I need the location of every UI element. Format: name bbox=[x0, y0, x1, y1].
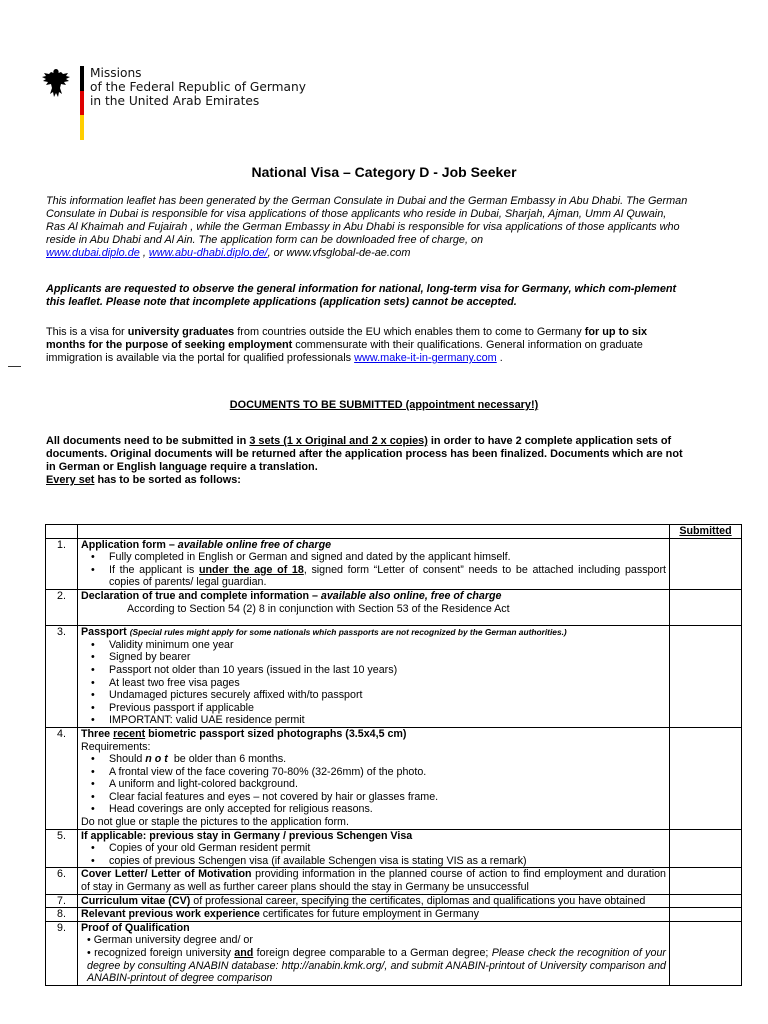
table-row bbox=[46, 868, 742, 894]
table-row bbox=[46, 921, 742, 985]
submitted-checkbox-cell[interactable] bbox=[670, 538, 742, 589]
item-text: • recognized foreign university bbox=[87, 947, 235, 959]
item-text: Should bbox=[109, 753, 146, 766]
list-item: • Clear facial features and eyes – not covered by hair or glasses frame. bbox=[89, 791, 666, 804]
item-bold: and bbox=[234, 947, 254, 959]
list-item: • A frontal view of the face covering 70-80% (32-26mm) of the photo. bbox=[89, 766, 666, 779]
row-content bbox=[78, 727, 670, 829]
header-desc-cell bbox=[78, 525, 670, 539]
table-row bbox=[46, 589, 742, 625]
row-title bbox=[81, 539, 666, 552]
item-text: foreign degree comparable to a German degree; bbox=[253, 947, 492, 959]
list-item: • Previous passport if applicable bbox=[89, 702, 666, 715]
mission-line-1: Missions bbox=[90, 66, 142, 80]
row-number: 5. bbox=[46, 829, 78, 868]
row-tail: Do not glue or staple the pictures to the application form. bbox=[81, 816, 349, 829]
item-emphasis: not bbox=[145, 753, 171, 766]
purpose-paragraph bbox=[46, 326, 688, 365]
title-italic: available also online, free of charge bbox=[320, 589, 502, 602]
title-italic: available online free of charge bbox=[177, 538, 332, 551]
title-text: Curriculum vitae (CV) bbox=[81, 894, 191, 907]
submitted-checkbox-cell[interactable] bbox=[670, 589, 742, 625]
table-row bbox=[46, 829, 742, 868]
mission-line-3: in the United Arab Emirates bbox=[90, 94, 260, 108]
submitted-checkbox-cell[interactable] bbox=[670, 829, 742, 868]
page-title: National Visa – Category D - Job Seeker bbox=[251, 164, 517, 180]
list-item bbox=[89, 753, 666, 766]
purpose-t4: . bbox=[496, 352, 503, 364]
intro-sep: , bbox=[139, 247, 149, 259]
row-number: 9. bbox=[46, 921, 78, 985]
row-content bbox=[78, 908, 670, 922]
bullet-list bbox=[81, 753, 666, 816]
bullet-list bbox=[81, 842, 666, 867]
item-italic: Please check the recognition of your degree by consulting ANABIN database: http://anabin.kmk.org/, and submit ANABIN-printout of University comparison and ANABIN-printout of degree comparison bbox=[87, 947, 666, 985]
documents-intro bbox=[46, 435, 688, 487]
docs-t1: All documents need to be submitted in bbox=[46, 435, 250, 447]
title-text: Cover Letter/ Letter of Motivation bbox=[81, 868, 252, 881]
row-number: 7. bbox=[46, 894, 78, 908]
table-row bbox=[46, 727, 742, 829]
list-item: • Undamaged pictures securely affixed with/to passport bbox=[89, 689, 666, 702]
table-row bbox=[46, 908, 742, 922]
item-text: , signed form “Letter of consent” needs to be attached including passport copies of parents/ legal guardian. bbox=[109, 563, 666, 589]
list-item: • IMPORTANT: valid UAE residence permit bbox=[89, 714, 666, 727]
submitted-checkbox-cell[interactable] bbox=[670, 868, 742, 894]
submitted-checkbox-cell[interactable] bbox=[670, 894, 742, 908]
row-content bbox=[78, 921, 670, 985]
title-text: Passport bbox=[81, 626, 127, 639]
row-title: Proof of Qualification bbox=[81, 921, 190, 934]
table-row bbox=[46, 538, 742, 589]
row-text: of professional career, specifying the certificates, diplomas and qualifications you have obtained bbox=[190, 894, 646, 907]
purpose-t2: from countries outside the EU which enables them to come to Germany bbox=[234, 326, 585, 338]
table-row bbox=[46, 894, 742, 908]
list-item bbox=[89, 564, 666, 589]
row-line: According to Section 54 (2) 8 in conjunction with Section 53 of the Residence Act bbox=[127, 602, 510, 615]
mission-line-2: of the Federal Republic of Germany bbox=[90, 80, 306, 94]
mission-name bbox=[90, 66, 306, 108]
docs-u1: 3 sets (1 x Original and 2 x copies) bbox=[249, 435, 428, 447]
intro-paragraph bbox=[46, 195, 688, 260]
requirements-label: Requirements: bbox=[81, 740, 151, 753]
row-title: If applicable: previous stay in Germany / previous Schengen Visa bbox=[81, 829, 413, 842]
row-title bbox=[81, 590, 666, 603]
title-text: Application form – bbox=[81, 538, 178, 551]
notice-paragraph: Applicants are requested to observe the general information for national, long-term visa for Germany, which com-plement this leaflet. Please note that incomplete applications (application sets) cannot be accepted. bbox=[46, 283, 677, 308]
row-title bbox=[81, 626, 666, 639]
documents-heading: DOCUMENTS TO BE SUBMITTED (appointment necessary!) bbox=[229, 399, 539, 411]
list-item: • Copies of your old German resident permit bbox=[89, 842, 666, 855]
row-content bbox=[78, 868, 670, 894]
intro-tail: , or www.vfsglobal-de-ae.com bbox=[267, 247, 411, 259]
row-text: providing information in the planned course of action to find employment and duration of stay in Germany as well as further career plans should the stay in Germany be unsuccessful bbox=[81, 868, 666, 894]
table-header-row bbox=[46, 525, 742, 539]
item-bold: under the age of 18 bbox=[199, 563, 304, 576]
title-text: Declaration of true and complete information – bbox=[81, 589, 321, 602]
bullet-list bbox=[81, 551, 666, 589]
item-text: be older than 6 months. bbox=[170, 753, 287, 766]
row-number: 1. bbox=[46, 538, 78, 589]
list-item: • Passport not older than 10 years (issued in the last 10 years) bbox=[89, 664, 666, 677]
docs-t3: has to be sorted as follows: bbox=[94, 474, 241, 486]
list-item: • At least two free visa pages bbox=[89, 677, 666, 690]
table-row bbox=[46, 626, 742, 728]
list-item: • Fully completed in English or German and signed and dated by the applicant himself. bbox=[89, 551, 666, 564]
dubai-diplo-link[interactable]: www.dubai.diplo.de bbox=[46, 247, 140, 259]
row-number: 2. bbox=[46, 589, 78, 625]
submitted-checkbox-cell[interactable] bbox=[670, 908, 742, 922]
docs-u2: Every set bbox=[46, 474, 95, 486]
row-text: certificates for future employment in Germany bbox=[259, 908, 479, 921]
purpose-b1: university graduates bbox=[127, 326, 235, 338]
list-item: • Validity minimum one year bbox=[89, 639, 666, 652]
margin-mark bbox=[8, 366, 21, 367]
intro-text: This information leaflet has been generated by the German Consulate in Dubai and the German Embassy in Abu Dhabi. The German Consulate in Dubai is responsible for visa applications of those applicants who reside in Dubai, Sharjah, Ajman, Umm Al Quwain, Ras Al Khaimah and Fujairah , while the German Embassy in Abu Dhabi is responsible for visa applications of those applicants who reside in Abu Dhabi and Al Ain. The application form can be downloaded free of charge, on bbox=[46, 195, 688, 246]
submitted-checkbox-cell[interactable] bbox=[670, 727, 742, 829]
row-number: 3. bbox=[46, 626, 78, 728]
federal-eagle-icon bbox=[40, 66, 72, 100]
item-text: If the applicant is bbox=[109, 563, 199, 576]
row-title bbox=[81, 728, 666, 741]
row-content bbox=[78, 626, 670, 728]
qualification-line: • German university degree and/ or bbox=[87, 934, 253, 947]
abu-dhabi-diplo-link[interactable]: www.abu-dhabi.diplo.de/ bbox=[148, 247, 268, 259]
list-item: • copies of previous Schengen visa (if available Schengen visa is stating VIS as a remark) bbox=[89, 855, 666, 868]
row-number: 6. bbox=[46, 868, 78, 894]
purpose-b2: for up to six months for the purpose of seeking employment bbox=[46, 326, 648, 351]
list-item: • Signed by bearer bbox=[89, 651, 666, 664]
header-num-cell bbox=[46, 525, 78, 539]
bullet-list bbox=[81, 639, 666, 727]
row-number: 4. bbox=[46, 727, 78, 829]
purpose-t1: This is a visa for bbox=[46, 326, 128, 338]
title-text: Relevant previous work experience bbox=[81, 908, 260, 921]
title-note: (Special rules might apply for some nationals which passports are not recognized by the German authorities.) bbox=[129, 627, 567, 638]
purpose-t3: commensurate with their qualifications. General information on graduate immigration is available via the portal for qualified professionals bbox=[46, 339, 643, 364]
title-text: Three bbox=[81, 727, 114, 740]
qualification-line bbox=[81, 947, 666, 985]
docs-t2: in order to have 2 complete application sets of documents. Original documents will be returned after the application process has been finalized. Documents which are not in German or English language require a translation. bbox=[46, 435, 683, 473]
title-underline: recent bbox=[113, 727, 146, 740]
make-it-in-germany-link[interactable]: www.make-it-in-germany.com bbox=[354, 352, 497, 364]
documents-table bbox=[45, 524, 742, 986]
german-flag-bar bbox=[80, 66, 84, 140]
submitted-header: Submitted bbox=[670, 525, 742, 539]
mission-logo bbox=[36, 64, 336, 144]
row-content bbox=[78, 894, 670, 908]
submitted-checkbox-cell[interactable] bbox=[670, 626, 742, 728]
row-content bbox=[78, 589, 670, 625]
row-number: 8. bbox=[46, 908, 78, 922]
row-content bbox=[78, 829, 670, 868]
list-item: • A uniform and light-colored background. bbox=[89, 778, 666, 791]
row-content bbox=[78, 538, 670, 589]
title-text: biometric passport sized photographs (3.5x4,5 cm) bbox=[145, 727, 407, 740]
list-item: • Head coverings are only accepted for religious reasons. bbox=[89, 803, 666, 816]
submitted-checkbox-cell[interactable] bbox=[670, 921, 742, 985]
